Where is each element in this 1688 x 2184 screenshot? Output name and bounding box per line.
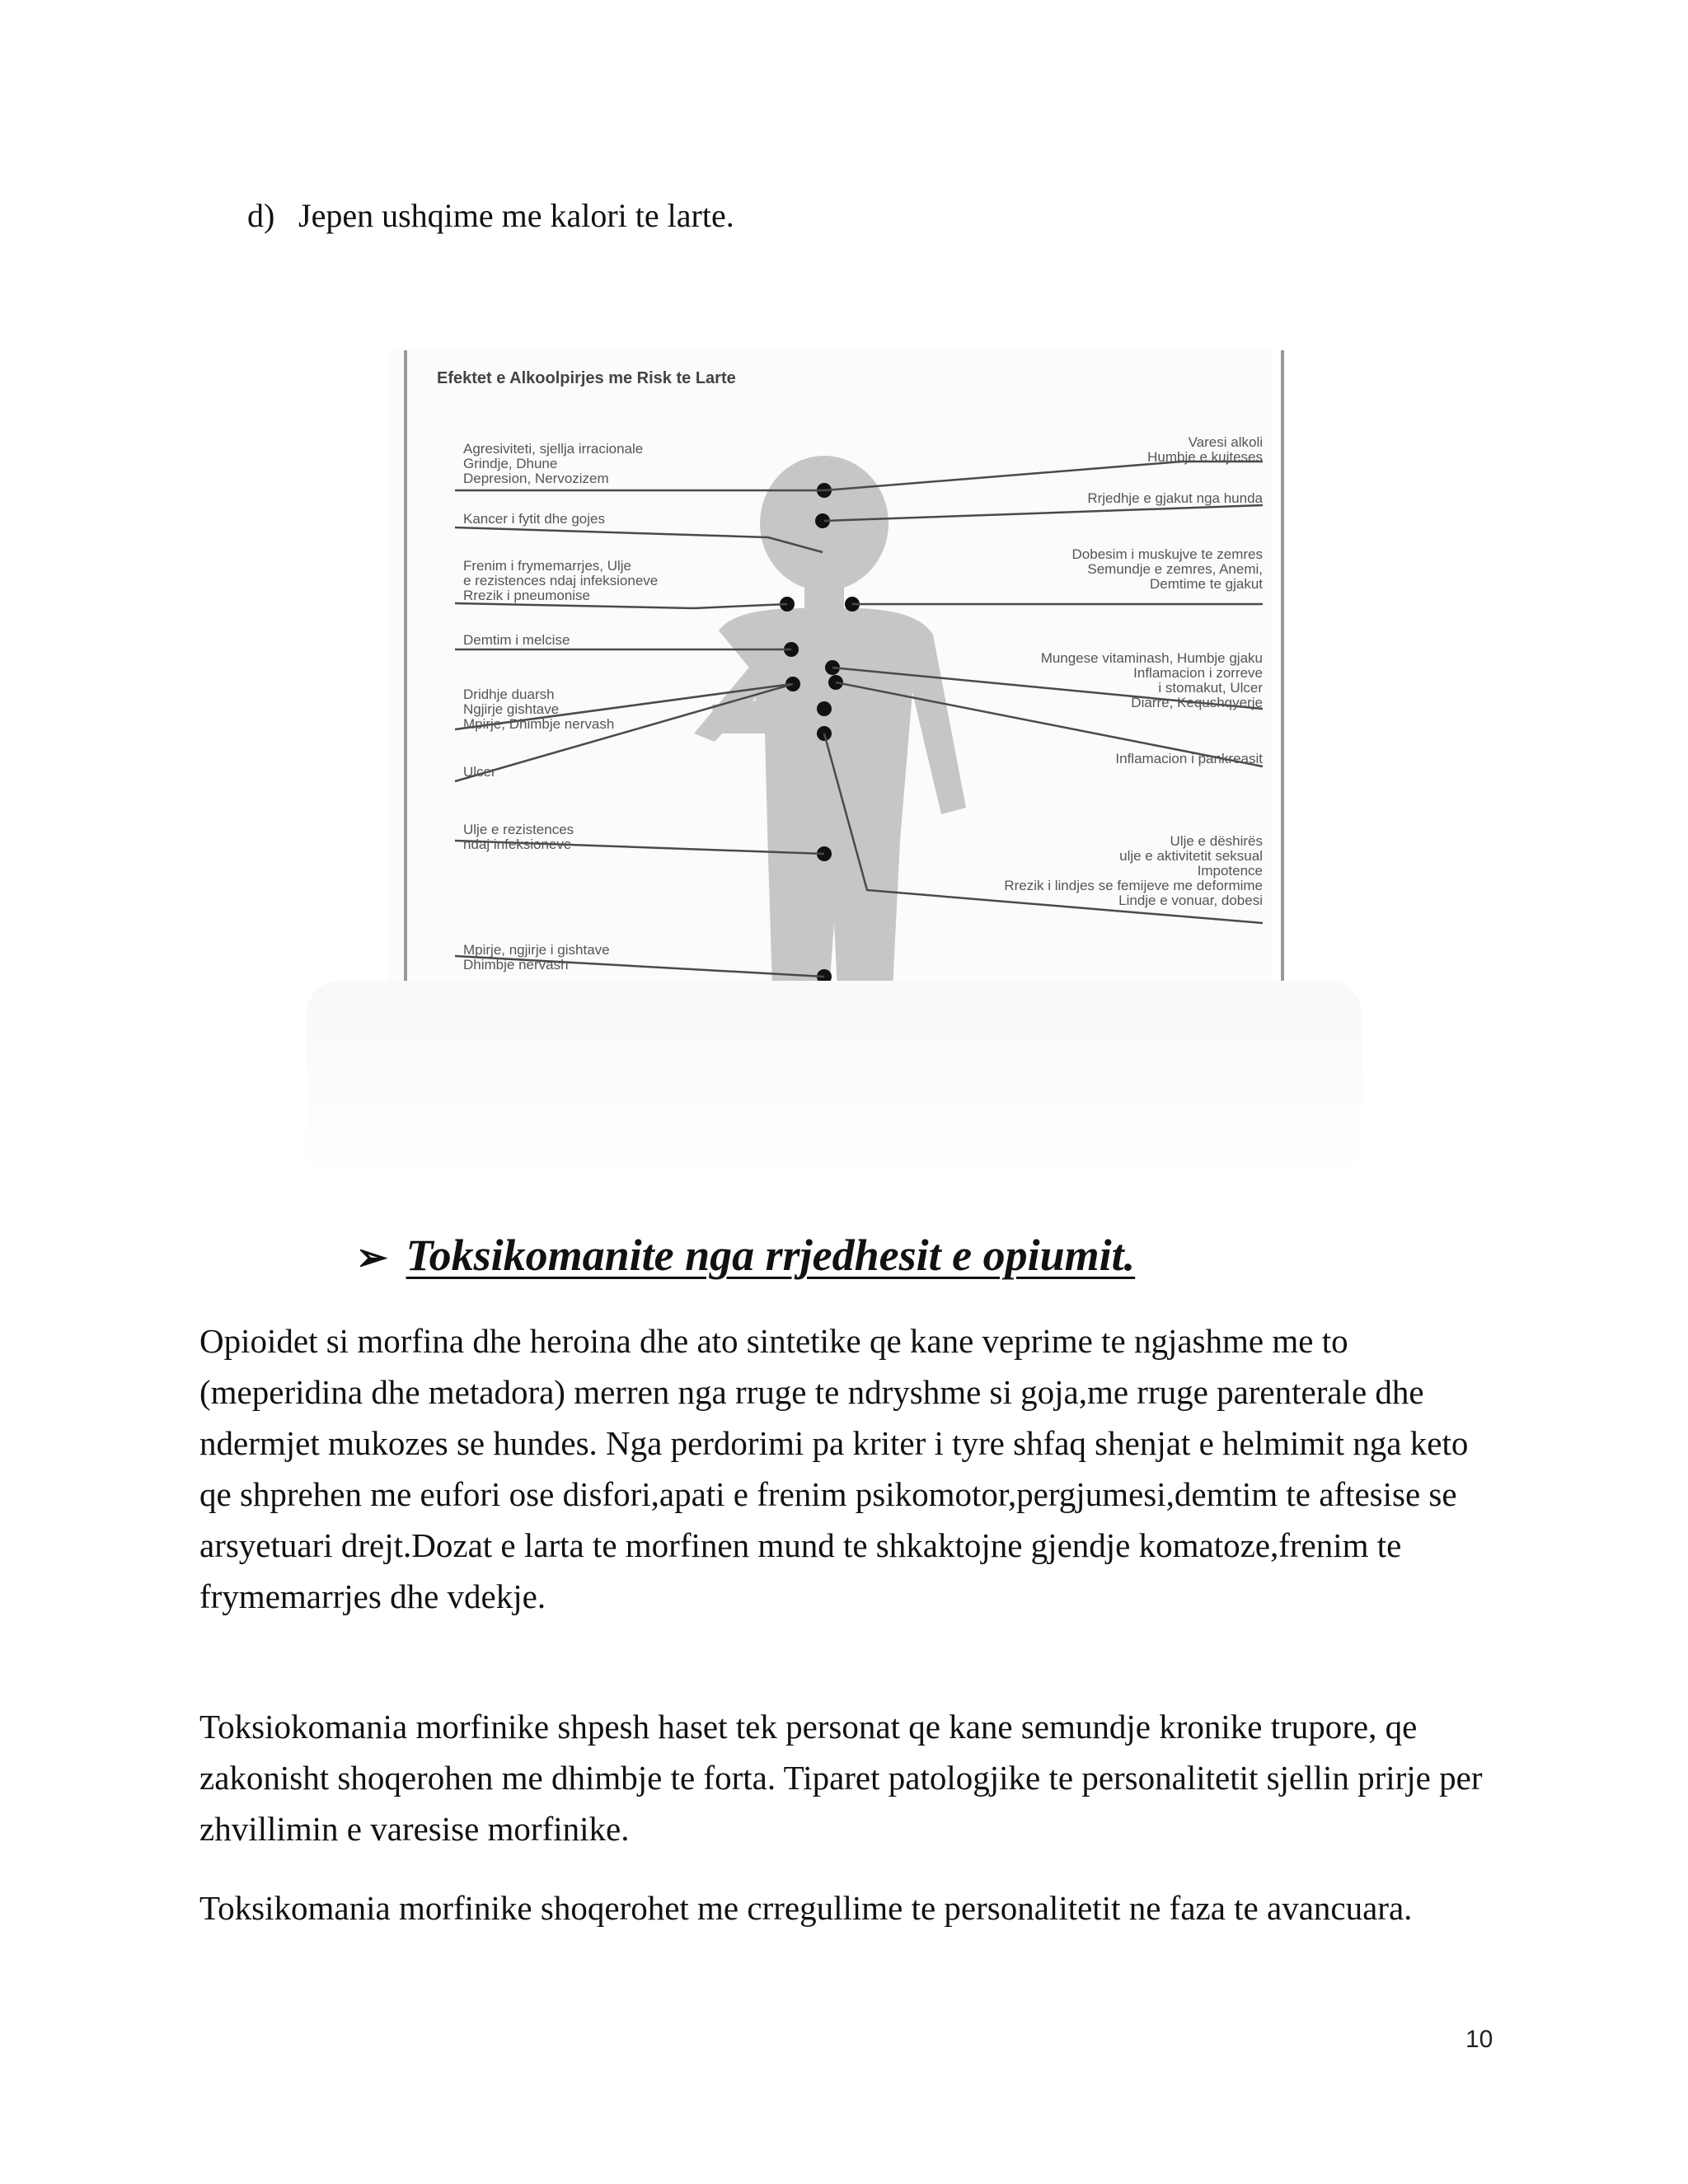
body-diagram — [307, 346, 1362, 1179]
figure-reflection-fade — [307, 981, 1362, 1179]
section-heading — [356, 1230, 1135, 1281]
label-pancreas: Inflamacion i pankreasit — [1115, 751, 1263, 766]
alcohol-effects-figure — [307, 346, 1362, 1179]
label-intestines: Inflamacion i zorreve — [1133, 665, 1263, 681]
label-blood-damage: Demtime te gjakut — [1150, 576, 1263, 592]
label-violence: Grindje, Dhune — [463, 456, 558, 471]
label-numbness: Mpirje, ngjirje i gishtave — [463, 942, 610, 958]
label-depression: Depresion, Nervozizem — [463, 471, 609, 486]
label-late-birth: Lindje e vonuar, dobesi — [1118, 893, 1263, 908]
label-stomach: i stomakut, Ulcer — [1158, 680, 1263, 696]
figure-title: Efektet e Alkoolpirjes me Risk te Larte — [437, 369, 736, 387]
label-memory-loss: Humbje e kujteses — [1147, 449, 1263, 465]
label-nerve-pain: Mpirje, Dhimbje nervash — [463, 716, 615, 732]
list-marker: d) — [247, 197, 275, 234]
label-vitamins: Mungese vitaminash, Humbje gjaku — [1040, 650, 1263, 666]
page-number: 10 — [1465, 2026, 1493, 2053]
paragraph-personality: Toksikomania morfinike shoqerohet me crregullime te personalitetit ne faza te avancuara. — [199, 1889, 1413, 1927]
label-heart-disease: Semundje e zemres, Anemi, — [1087, 561, 1263, 577]
label-sexual-activity: ulje e aktivitetit seksual — [1119, 848, 1263, 864]
label-resistance: Ulje e rezistences — [463, 822, 574, 837]
label-aggression: Agresiviteti, sjellja irracionale — [463, 441, 644, 457]
arrow-bullet-icon: ➢ — [356, 1236, 388, 1278]
label-desire: Ulje e dëshirës — [1170, 833, 1263, 849]
label-nosebleed: Rrjedhje e gjakut nga hunda — [1087, 490, 1263, 506]
label-fingers: Ngjirje gishtave — [463, 701, 560, 717]
label-infection-resistance: e rezistences ndaj infeksioneve — [463, 573, 659, 588]
section-title: Toksikomanite nga rrjedhesit e opiumit. — [406, 1230, 1136, 1280]
label-pneumonia: Rrezik i pneumonise — [463, 588, 591, 603]
label-diarrhea: Diarre, Kequshqyerje — [1131, 695, 1263, 710]
label-tremor: Dridhje duarsh — [463, 687, 555, 702]
label-impotence: Impotence — [1197, 863, 1263, 879]
list-item-d — [247, 196, 734, 235]
label-dependence: Varesi alkoli — [1188, 434, 1263, 450]
label-liver: Demtim i melcise — [463, 632, 570, 648]
label-nerves: Dhimbje nervash — [463, 957, 569, 972]
list-item-text: Jepen ushqime me kalori te larte. — [298, 197, 734, 234]
label-infections: ndaj infeksioneve — [463, 837, 572, 852]
paragraph-chronic-illness: Toksiokomania morfinike shpesh haset tek personat qe kane semundje kronike trupore, qe zakonisht shoqerohen me dhimbje te forta. Tiparet patologjike te personalitetit sjellin prirje per zhvillimin e varesise morfinike. — [199, 1708, 1483, 1848]
label-throat-cancer: Kancer i fytit dhe gojes — [463, 511, 605, 527]
label-heart-muscle: Dobesim i muskujve te zemres — [1071, 546, 1263, 562]
label-breathing: Frenim i frymemarrjes, Ulje — [463, 558, 632, 574]
label-ulcer: Ulcer — [463, 764, 496, 780]
label-birth-defects: Rrezik i lindjes se femijeve me deformime — [1004, 878, 1263, 893]
paragraph-opioids: Opioidet si morfina dhe heroina dhe ato sintetike qe kane veprime te ngjashme me to (meperidina dhe metadora) merren nga rruge te ndryshme si goja,me rruge parenterale dhe ndermjet mukozes se hundes. Nga perdorimi pa kriter i tyre shfaq shenjat e helmimit nga keto qe shprehen me eufori ose disfori,apati e frenim psikomotor,pergjumesi,demtim te aftesise se arsyetuari drejt.Dozat e larta te morfinen mund te shkaktojne gjendje komatoze,frenim te frymemarrjes dhe vdekje. — [199, 1322, 1469, 1615]
